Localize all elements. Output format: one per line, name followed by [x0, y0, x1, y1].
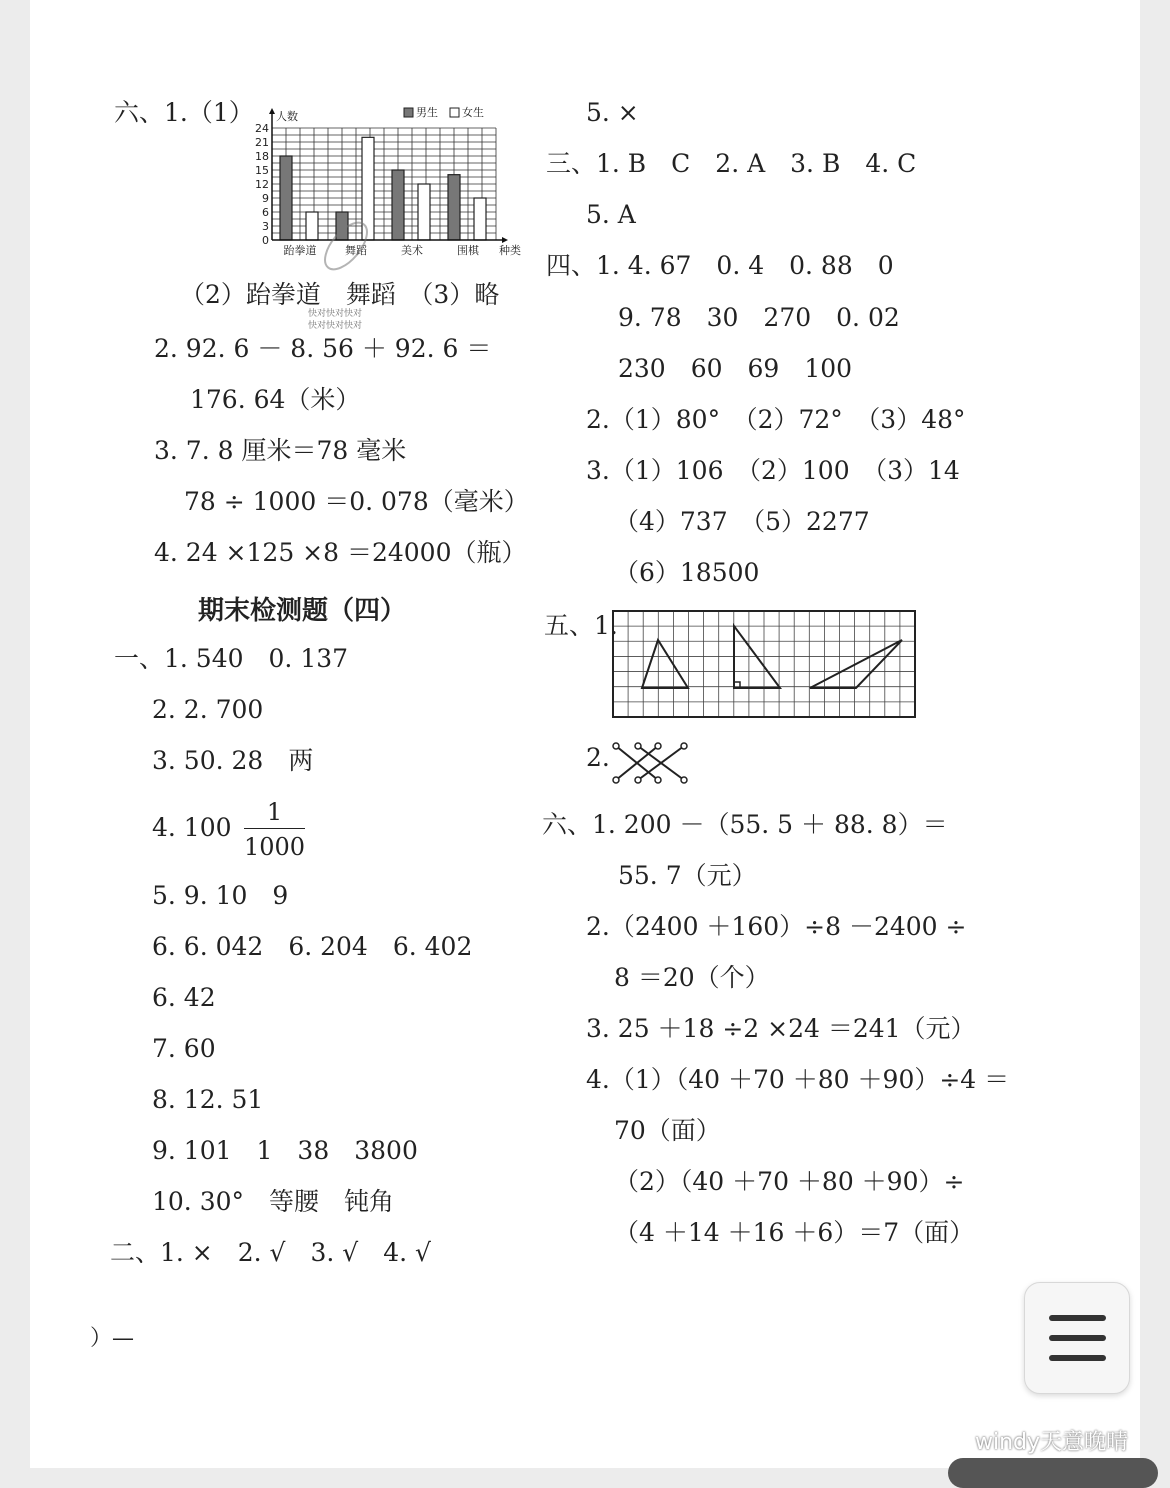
right-line-5: 9. 78 30 270 0. 02: [618, 303, 900, 332]
right-line-11: 五、1.: [544, 611, 618, 640]
watermark: windy天意晚晴: [975, 1430, 1129, 1455]
left-line-3: 2. 92. 6 － 8. 56 ＋ 92. 6 ＝: [154, 334, 492, 363]
bar-chart: [228, 96, 521, 262]
triangle-acute: [642, 640, 688, 688]
left-line-7: 4. 24 ×125 ×8 ＝24000（瓶）: [154, 538, 527, 567]
right-line-8: 3.（1）106 （2）100 （3）14: [586, 456, 960, 485]
left-line-12: 5. 9. 10 9: [152, 881, 289, 910]
y-tick-label: 15: [255, 164, 269, 177]
section-title: 期末检测题（四）: [198, 596, 407, 626]
bar-男生-跆拳道: [280, 156, 292, 240]
right-line-21: （4 ＋14 ＋16 ＋6）＝7（面）: [614, 1218, 975, 1247]
x-tick-label: 围棋: [457, 244, 479, 257]
left-line-19: 二、1. × 2. √ 3. √ 4. √: [110, 1238, 431, 1267]
bar-女生-围棋: [474, 198, 486, 240]
left-line-10: 3. 50. 28 两: [152, 746, 314, 775]
chart-bars: [280, 137, 486, 240]
fraction-denominator: 1000: [244, 828, 305, 859]
menu-icon-bar-2: [1049, 1335, 1106, 1341]
bar-女生-美术: [418, 184, 430, 240]
left-line-1: 六、1.（1）: [114, 98, 254, 127]
matching-lines-diagram: [608, 740, 692, 786]
bar-男生-美术: [392, 170, 404, 240]
y-tick-label: 18: [255, 150, 269, 163]
bottom-bar[interactable]: [948, 1458, 1158, 1488]
y-tick-label: 12: [255, 178, 269, 191]
right-line-19: 70（面）: [614, 1116, 721, 1145]
bar-男生-围棋: [448, 175, 460, 240]
left-line-4: 176. 64（米）: [190, 385, 361, 414]
right-line-1: 5. ×: [586, 98, 639, 127]
fraction: [244, 800, 305, 859]
legend-label: 男生: [416, 106, 438, 119]
right-line-18: 4.（1）（40 ＋70 ＋80 ＋90）÷4 ＝: [586, 1065, 1010, 1094]
left-line-17: 9. 101 1 38 3800: [152, 1136, 418, 1165]
x-tick-label: 跆拳道: [283, 244, 317, 257]
stamp-text: [308, 308, 362, 332]
y-tick-label: 9: [262, 192, 269, 205]
legend-label: 女生: [462, 106, 484, 119]
right-line-16: 8 ＝20（个）: [614, 963, 770, 992]
x-tick-label: 美术: [401, 244, 423, 257]
y-tick-label: 6: [262, 206, 269, 219]
menu-icon-bar-1: [1049, 1315, 1106, 1321]
y-tick-label: 24: [255, 122, 269, 135]
menu-button[interactable]: [1024, 1282, 1130, 1394]
stamp-text-line-2: 快对快对快对: [308, 321, 363, 331]
menu-icon-bar-3: [1049, 1355, 1106, 1361]
y-axis-label: 人数: [276, 110, 298, 123]
left-line-15: 7. 60: [152, 1034, 216, 1063]
right-line-2: 三、1. B C 2. A 3. B 4. C: [546, 149, 917, 178]
x-axis-arrow: [502, 237, 508, 243]
left-line-11: 4. 100: [152, 813, 232, 842]
left-line-2: （2）跆拳道 舞蹈 （3）略: [180, 280, 500, 309]
stamp-text-line-1: 快对快对快对: [308, 309, 363, 319]
fraction-numerator: 1: [266, 798, 283, 826]
right-line-15: 2.（2400 ＋160）÷8 －2400 ÷: [586, 912, 967, 941]
y-axis-arrow: [269, 108, 275, 114]
right-line-17: 3. 25 ＋18 ÷2 ×24 ＝241（元）: [586, 1014, 976, 1043]
left-line-9: 2. 2. 700: [152, 695, 264, 724]
left-line-14: 6. 42: [152, 983, 216, 1012]
right-line-10: （6）18500: [614, 558, 760, 587]
left-line-13: 6. 6. 042 6. 204 6. 402: [152, 932, 473, 961]
legend-swatch: [450, 108, 459, 117]
right-line-13: 六、1. 200 －（55. 5 ＋ 88. 8）＝: [542, 810, 948, 839]
legend-swatch: [404, 108, 413, 117]
x-axis-label: 种类: [499, 244, 521, 257]
right-line-7: 2.（1）80° （2）72° （3）48°: [586, 405, 966, 434]
answer-page: [30, 0, 1140, 1468]
geometry-grid-lines: [613, 611, 915, 717]
x-tick-label: 舞蹈: [345, 244, 367, 257]
right-line-6: 230 60 69 100: [618, 354, 853, 383]
page-number-mark: ）—: [90, 1326, 135, 1351]
right-line-4: 四、1. 4. 67 0. 4 0. 88 0: [546, 251, 894, 280]
left-line-8: 一、1. 540 0. 137: [114, 644, 349, 673]
left-line-18: 10. 30° 等腰 钝角: [152, 1187, 395, 1216]
triangle-obtuse: [810, 640, 902, 688]
bar-女生-跆拳道: [306, 212, 318, 240]
left-line-6: 78 ÷ 1000 ＝0. 078（毫米）: [184, 487, 529, 516]
right-line-9: （4）737 （5）2277: [614, 507, 870, 536]
y-tick-label: 21: [255, 136, 269, 149]
y-tick-label: 0: [262, 234, 269, 247]
right-line-3: 5. A: [586, 200, 636, 229]
y-tick-label: 3: [262, 220, 269, 233]
right-line-20: （2）（40 ＋70 ＋80 ＋90）÷: [614, 1167, 965, 1196]
left-line-16: 8. 12. 51: [152, 1085, 264, 1114]
geometry-grid: [612, 610, 920, 720]
left-line-5: 3. 7. 8 厘米＝78 毫米: [154, 436, 407, 465]
right-line-12: 2.: [586, 743, 610, 772]
right-line-14: 55. 7（元）: [618, 861, 757, 890]
chart-legend: [404, 105, 484, 119]
triangle-right: [734, 626, 780, 688]
